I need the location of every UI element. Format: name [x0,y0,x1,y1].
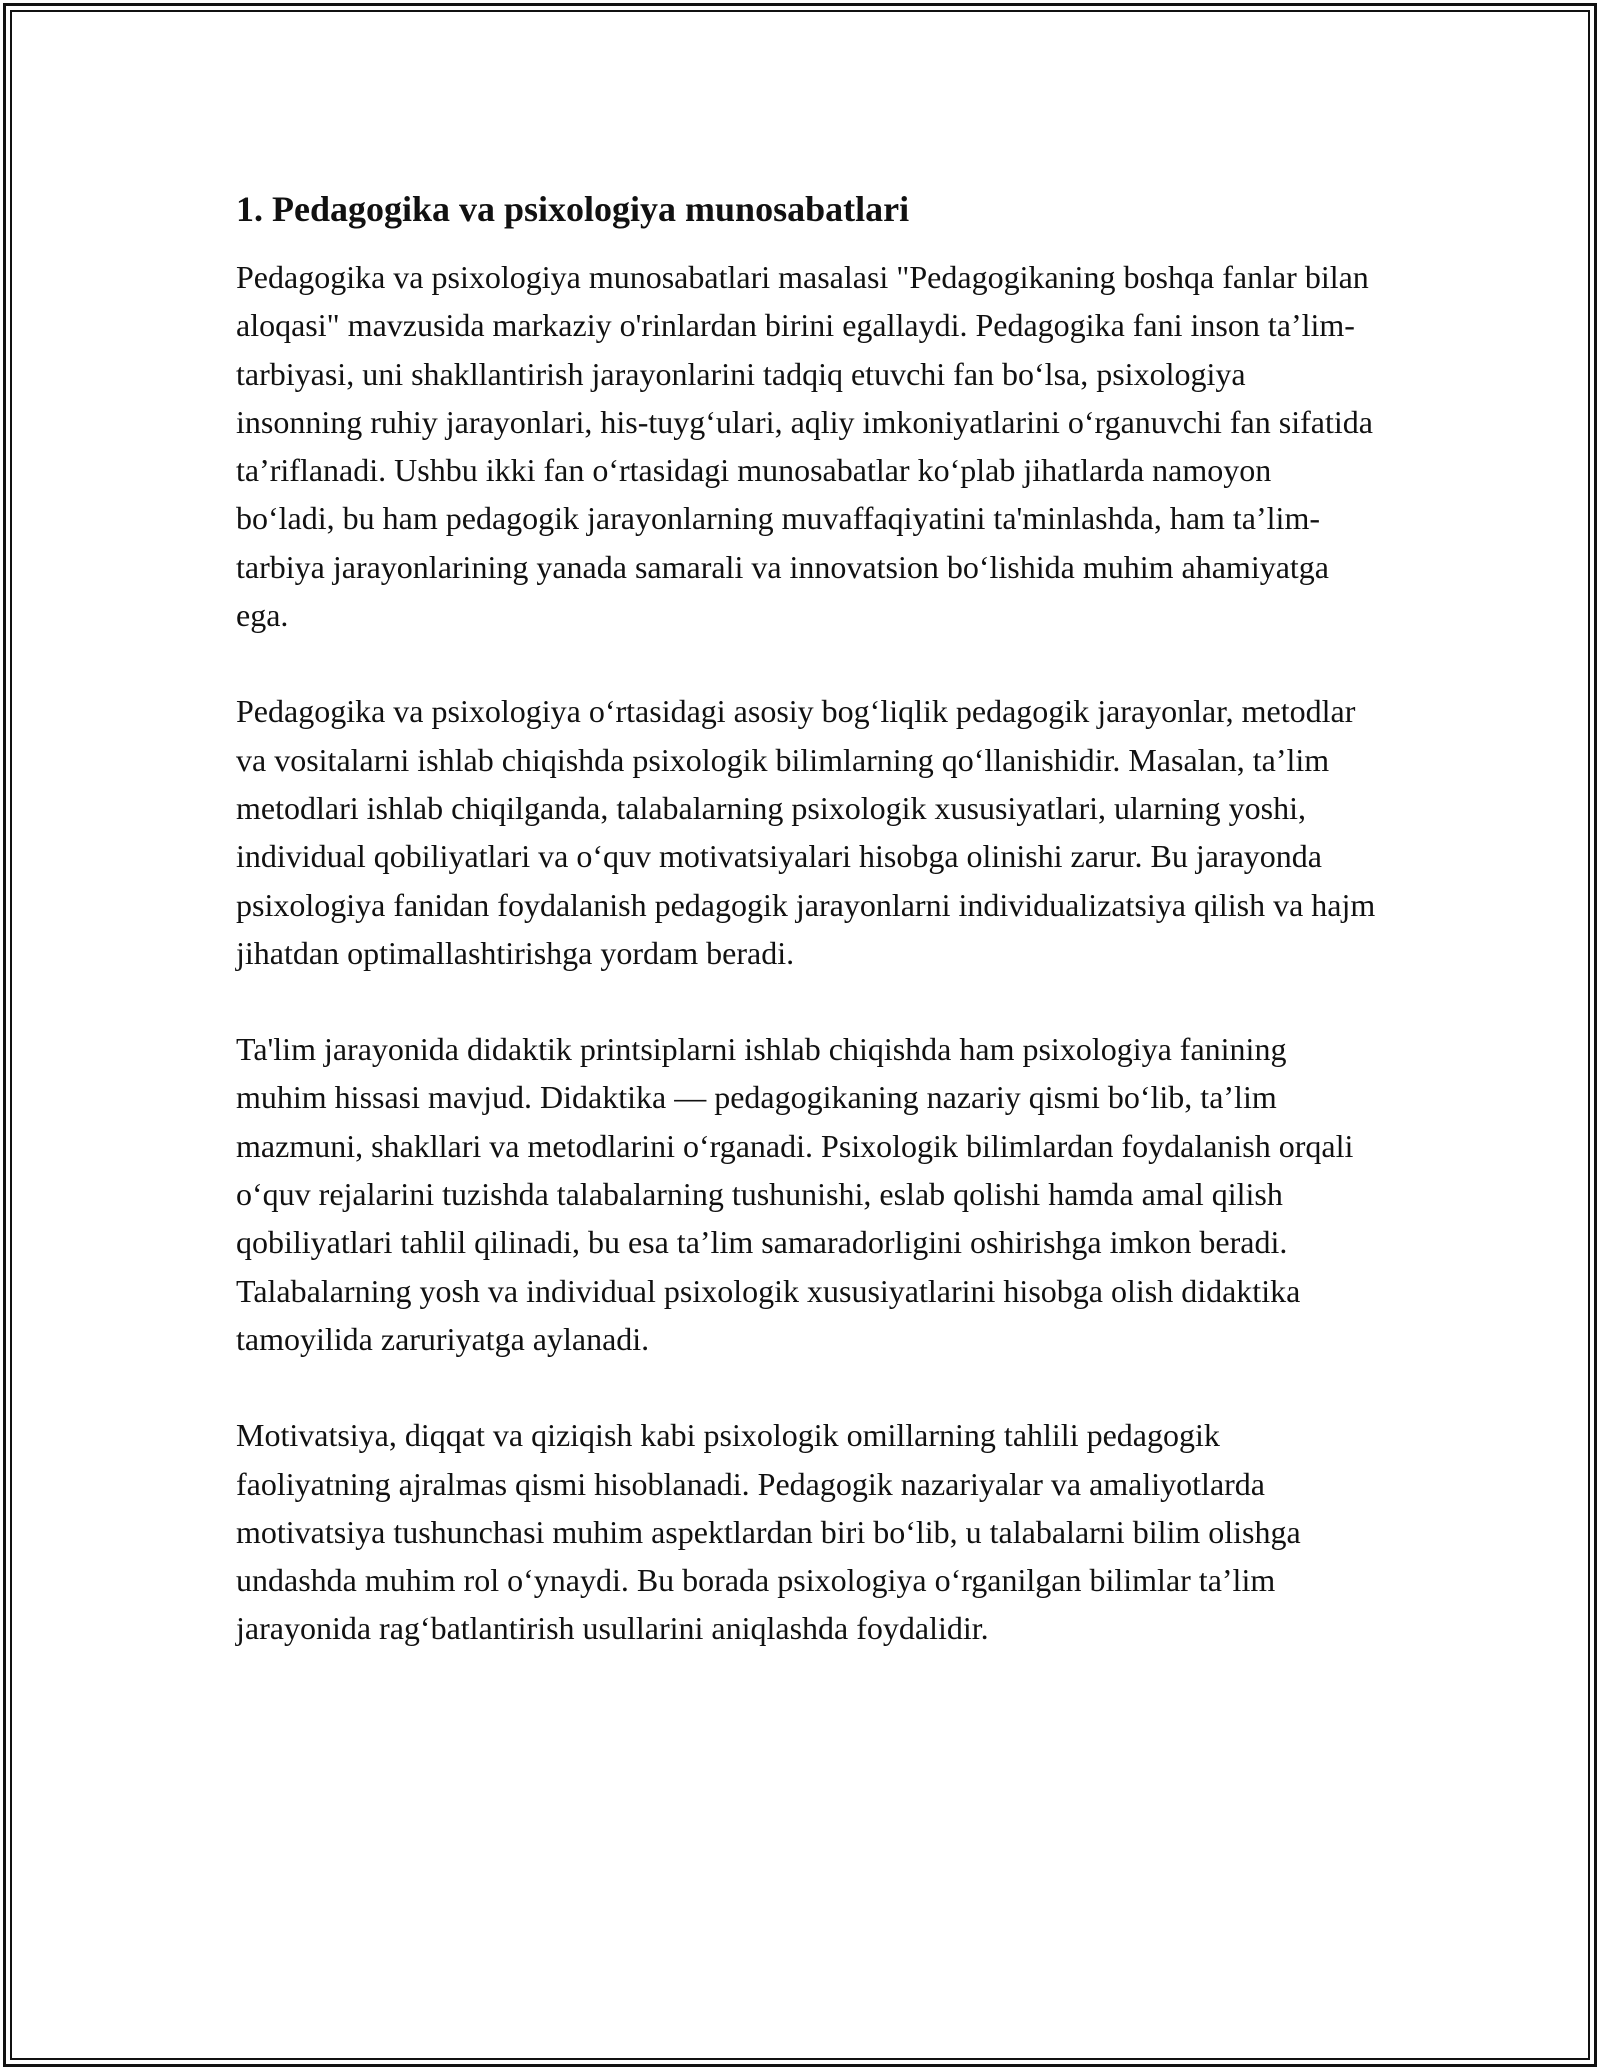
document-body [236,185,1376,1701]
paragraph-1: Pedagogika va psixologiya munosabatlari masalasi "Pedagogikaning boshqa fanlar bilan aloqasi" mavzusida markaziy o'rinlardan birini egallaydi. Pedagogika fani inson ta’lim-tarbiyasi, uni shakllantirish jarayonlarini tadqiq etuvchi fan bo‘lsa, psixologiya insonning ruhiy jarayonlari, his-tuyg‘ulari, aqliy imkoniyatlarini o‘rganuvchi fan sifatida ta’riflanadi. Ushbu ikki fan o‘rtasidagi munosabatlar ko‘plab jihatlarda namoyon bo‘ladi, bu ham pedagogik jarayonlarning muvaffaqiyatini ta'minlashda, ham ta’lim-tarbiya jarayonlarining yanada samarali va innovatsion bo‘lishida muhim ahamiyatga ega. [236,259,1373,634]
paragraph-3: Ta'lim jarayonida didaktik printsiplarni ishlab chiqishda ham psixologiya fanining muhim hissasi mavjud. Didaktika — pedagogikaning nazariy qismi bo‘lib, ta’lim mazmuni, shakllari va metodlarini o‘rganadi. Psixologik bilimlardan foydalanish orqali o‘quv rejalarini tuzishda talabalarning tushunishi, eslab qolishi hamda amal qilish qobiliyatlari tahlil qilinadi, bu esa ta’lim samaradorligini oshirishga imkon beradi. Talabalarning yosh va individual psixologik xususiyatlarini hisobga olish didaktika tamoyilida zaruriyatga aylanadi. [236,1031,1354,1357]
paragraph-4: Motivatsiya, diqqat va qiziqish kabi psixologik omillarning tahlili pedagogik faoliyatning ajralmas qismi hisoblanadi. Pedagogik nazariyalar va amaliyotlarda motivatsiya tushunchasi muhim aspektlardan biri bo‘lib, u talabalarni bilim olishga undashda muhim rol o‘ynaydi. Bu borada psixologiya o‘rganilgan bilimlar ta’lim jarayonida rag‘batlantirish usullarini aniqlashda foydalidir. [236,1417,1301,1647]
paragraph-2: Pedagogika va psixologiya o‘rtasidagi asosiy bog‘liqlik pedagogik jarayonlar, metodlar va vositalarni ishlab chiqishda psixologik bilimlarning qo‘llanishidir. Masalan, ta’lim metodlari ishlab chiqilganda, talabalarning psixologik xususiyatlari, ularning yoshi, individual qobiliyatlari va o‘quv motivatsiyalari hisobga olinishi zarur. Bu jarayonda psixologiya fanidan foydalanish pedagogik jarayonlarni individualizatsiya qilish va hajm jihatdan optimallashtirishga yordam beradi. [236,693,1376,971]
section-heading: 1. Pedagogika va psixologiya munosabatlari [236,189,910,229]
